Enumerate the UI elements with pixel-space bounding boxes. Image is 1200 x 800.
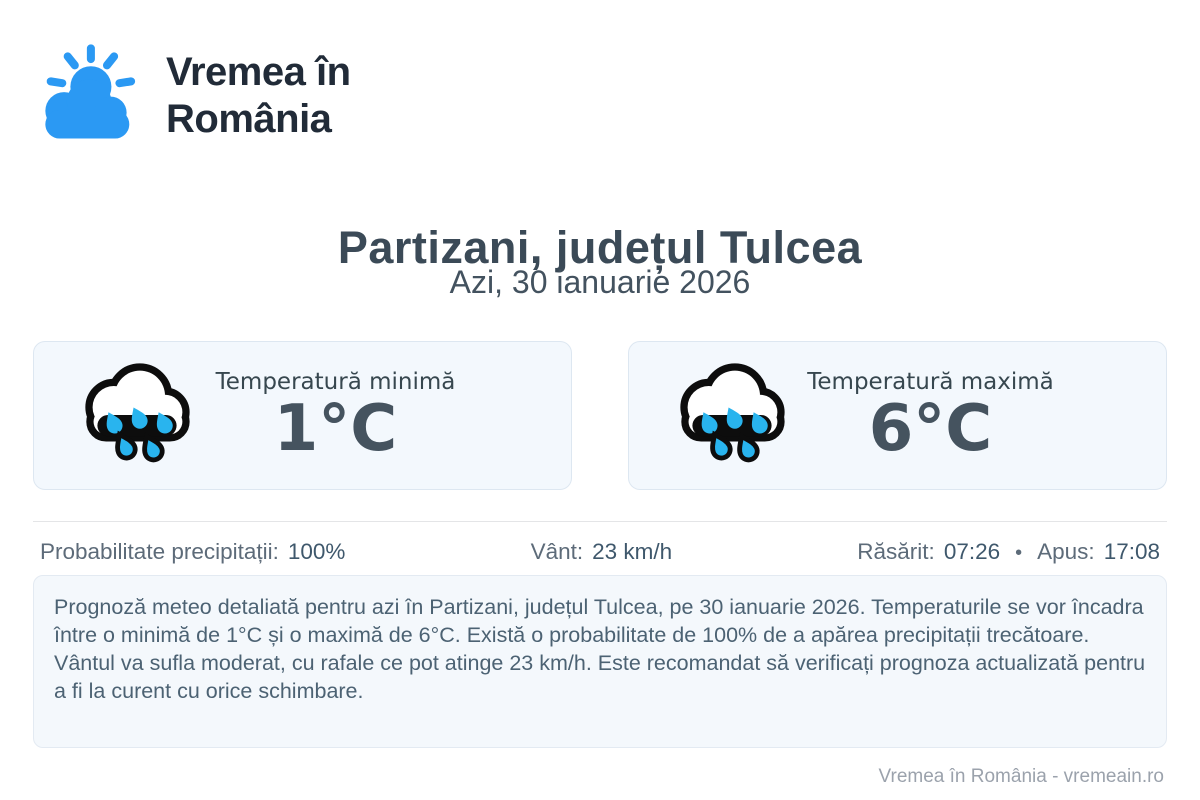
wind-stat: [531, 539, 673, 565]
wind-label: Vânt:: [530, 539, 584, 564]
precipitation-value: 100%: [287, 539, 346, 564]
forecast-summary-text: Prognoză meteo detaliată pentru azi în Partizani, județul Tulcea, pe 30 ianuarie 2026. Temperaturile se vor încadra între o minimă de 1°C și o maximă de 6°C. Există o probabilitate de 100% de a apărea precipitații trecătoare. Vântul va sufla moderat, cu rafale ce pot atinge 23 km/h. Este recomandat să verificați prognoza actualizată pentru a fi la curent cu orice schimbare.: [54, 595, 1146, 703]
max-temperature-label: Temperatură maximă: [807, 368, 1054, 395]
max-temperature-value: 6°C: [868, 391, 993, 466]
brand-name-line1: Vremea în: [166, 49, 351, 94]
stats-row: [40, 539, 1160, 565]
dot-separator: •: [1015, 542, 1023, 564]
forecast-summary-box: [33, 575, 1167, 748]
precipitation-label: Probabilitate precipitații:: [40, 539, 279, 564]
max-temperature-text: [795, 368, 1146, 466]
sunrise-value: 07:26: [943, 539, 1001, 564]
min-temperature-value: 1°C: [273, 391, 398, 466]
wind-value: 23 km/h: [592, 539, 673, 564]
brand-name-line2: România: [166, 96, 332, 141]
rain-cloud-icon: [669, 359, 795, 476]
precipitation-stat: [40, 539, 345, 565]
min-temperature-text: [200, 368, 551, 466]
brand-name: [166, 49, 351, 143]
min-temperature-card: [33, 341, 572, 490]
sunset-value: 17:08: [1103, 539, 1160, 564]
brand-header: [40, 42, 351, 149]
page-title: Partizani, județul Tulcea: [337, 222, 863, 274]
max-temperature-card: [628, 341, 1167, 490]
sunset-label: Apus:: [1037, 539, 1095, 564]
min-temperature-label: Temperatură minimă: [215, 368, 456, 395]
page-subtitle: Azi, 30 ianuarie 2026: [449, 264, 751, 300]
temperature-cards: [33, 341, 1167, 490]
sunrise-label: Răsărit:: [857, 539, 935, 564]
stats-divider: [33, 521, 1167, 522]
footer-credit: Vremea în România - vremeain.ro: [878, 766, 1164, 787]
rain-cloud-icon: [74, 359, 200, 476]
sun-times-stat: [857, 539, 1160, 565]
sun-behind-cloud-icon: [40, 42, 140, 149]
